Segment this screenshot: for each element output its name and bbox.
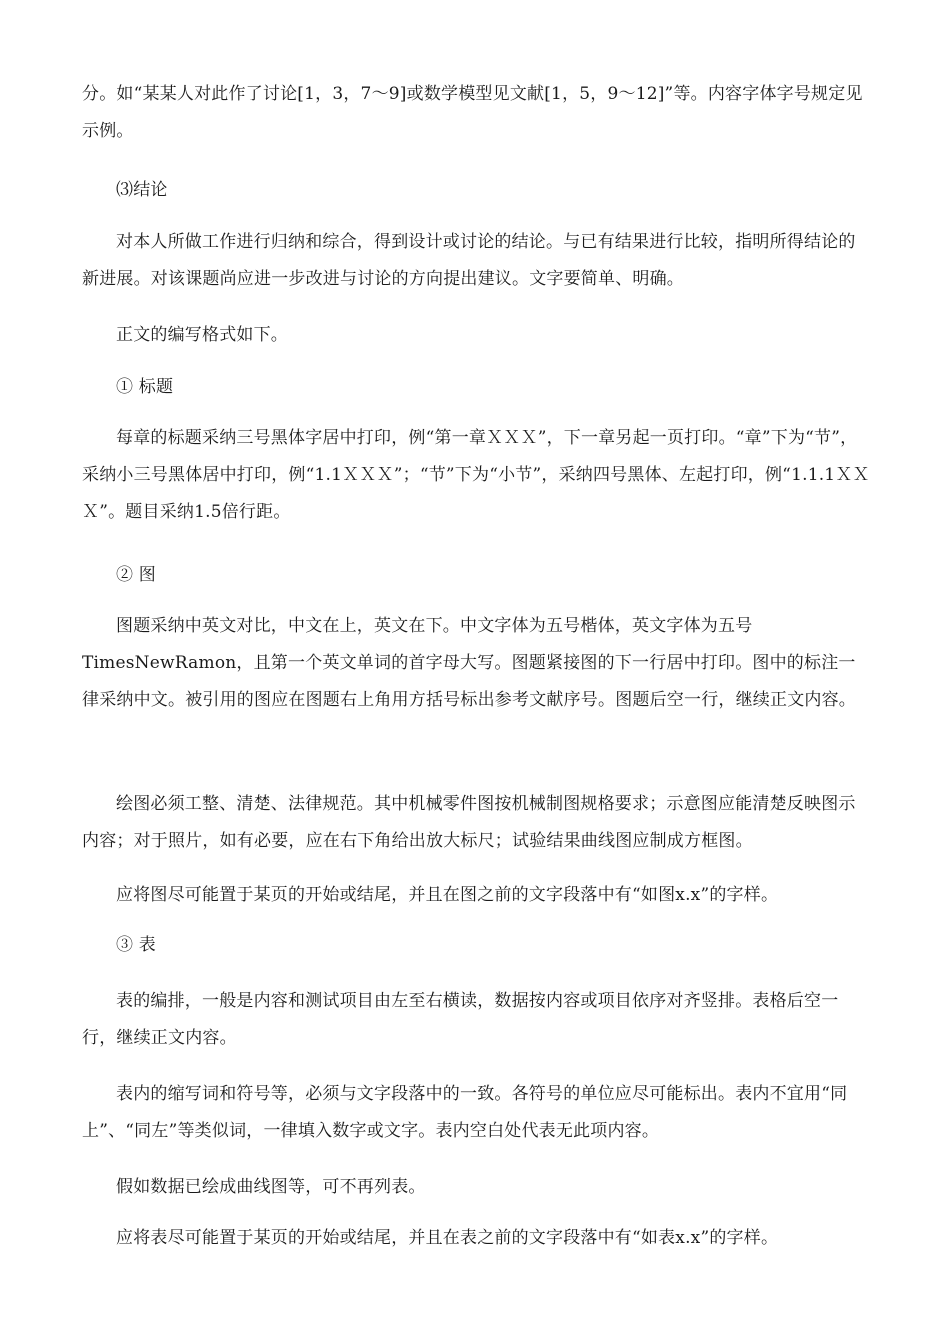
paragraph-citation-continuation: 分。如“某某人对此作了讨论[1，3，7～9]或数学模型见文献[1，5，9～12]”等。内容字体字号规定见示例。 <box>82 84 863 141</box>
paragraph-title-format: 每章的标题采纳三号黑体字居中打印，例“第一章ＸＸＸ”，下一章另起一页打印。“章”下为“节”，采纳小三号黑体居中打印，例“1.1ＸＸＸ”；“节”下为“小节”，采纳四号黑体、左起打印，例“1.1.1ＸＸＸ”。题目采纳1.5倍行距。 <box>82 428 870 522</box>
paragraph-table-layout: 表的编排，一般是内容和测试项目由左至右横读，数据按内容或项目依序对齐竖排。表格后空一行，继续正文内容。 <box>82 991 839 1048</box>
subheading-table: ③ 表 <box>116 935 157 955</box>
paragraph-table-omit: 假如数据已绘成曲线图等，可不再列表。 <box>116 1177 426 1197</box>
paragraph-conclusion: 对本人所做工作进行归纳和综合，得到设计或讨论的结论。与已有结果进行比较，指明所得结论的新进展。对该课题尚应进一步改进与讨论的方向提出建议。文字要简单、明确。 <box>82 232 856 289</box>
paragraph-table-symbols: 表内的缩写词和符号等，必须与文字段落中的一致。各符号的单位应尽可能标出。表内不宜用“同上”、“同左”等类似词，一律填入数字或文字。表内空白处代表无此项内容。 <box>82 1084 848 1141</box>
paragraph-format-intro: 正文的编写格式如下。 <box>116 325 288 345</box>
subheading-title: ① 标题 <box>116 377 174 397</box>
paragraph-figure-drawing: 绘图必须工整、清楚、法律规范。其中机械零件图按机械制图规格要求；示意图应能清楚反映图示内容；对于照片，如有必要，应在右下角给出放大标尺；试验结果曲线图应制成方框图。 <box>82 794 856 851</box>
section-heading-conclusion: ⑶结论 <box>116 180 168 200</box>
paragraph-figure-placement: 应将图尽可能置于某页的开始或结尾，并且在图之前的文字段落中有“如图x.x”的字样。 <box>116 885 779 905</box>
paragraph-table-placement: 应将表尽可能置于某页的开始或结尾，并且在表之前的文字段落中有“如表x.x”的字样。 <box>116 1228 779 1248</box>
subheading-figure: ② 图 <box>116 565 157 585</box>
paragraph-figure-caption: 图题采纳中英文对比，中文在上，英文在下。中文字体为五号楷体，英文字体为五号TimesNewRamon，且第一个英文单词的首字母大写。图题紧接图的下一行居中打印。图中的标注一律采纳中文。被引用的图应在图题右上角用方括号标出参考文献序号。图题后空一行，继续正文内容。 <box>82 616 856 710</box>
